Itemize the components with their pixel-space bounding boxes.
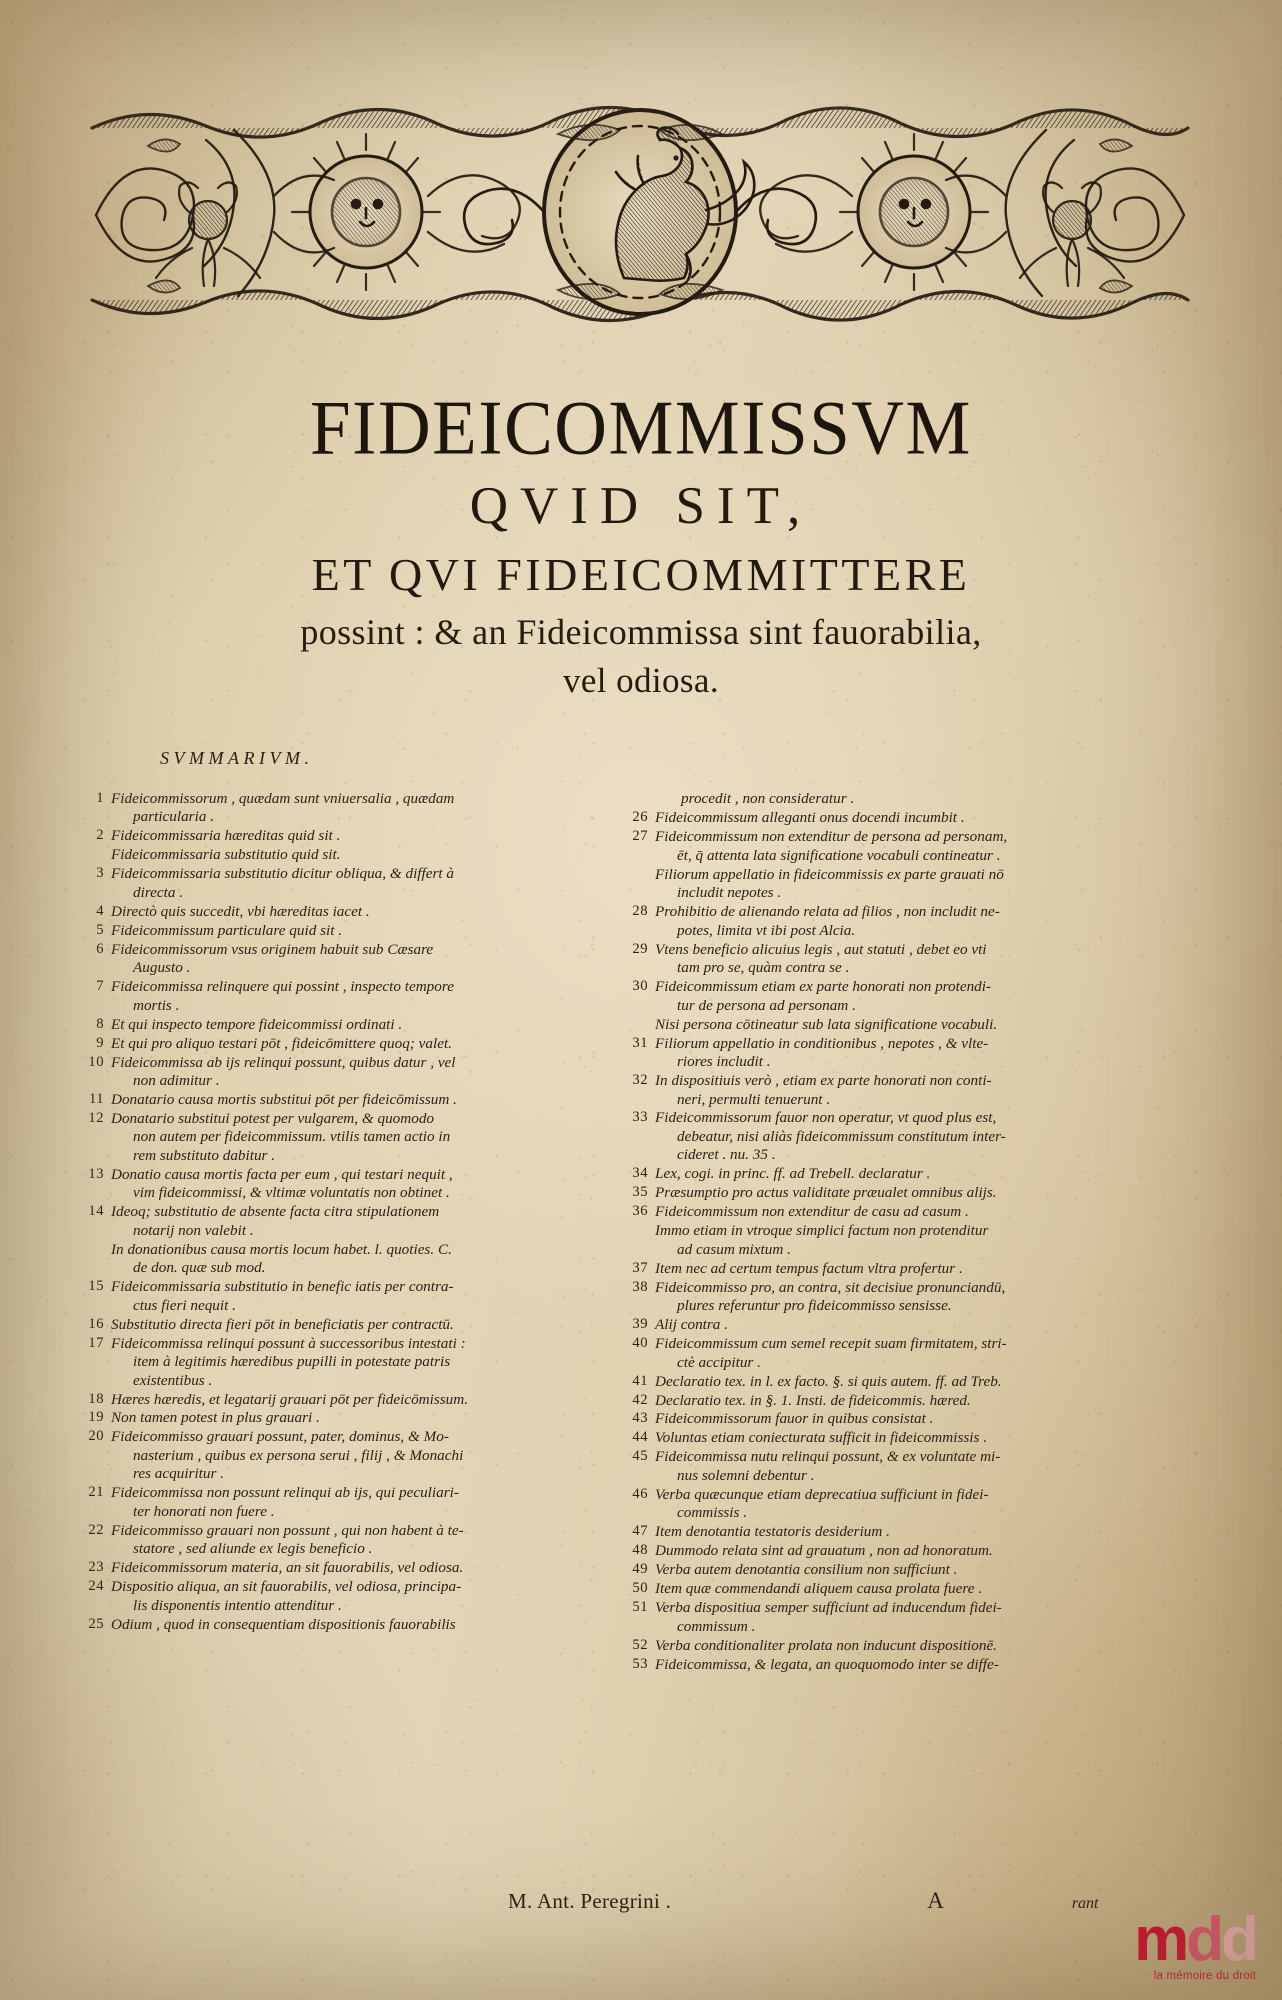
summary-entry-text [111, 1335, 578, 1390]
summary-entry [622, 1222, 1182, 1259]
summary-entry-line: Fideicommissorum fauor in quibus consistat . [655, 1410, 934, 1428]
summary-entry-text [655, 1072, 1182, 1109]
summary-entry-line: rem substituto dabitur . [133, 1146, 276, 1164]
summary-entry-text [655, 1448, 1182, 1485]
summary-entry [78, 978, 578, 1015]
summary-entry-line: Fideicommissa ab ijs relinqui possunt, quibus datur , vel [111, 1053, 456, 1071]
summary-entry-text [111, 1522, 578, 1559]
summary-entry [78, 941, 578, 978]
summary-entry [78, 1278, 578, 1315]
summary-entry-line: potes, limita vt ibi post Alcia. [677, 921, 856, 939]
summary-entry-text [655, 866, 1182, 903]
summary-entry-number: 34 [632, 1165, 648, 1182]
summary-entry [78, 922, 578, 940]
summary-entry [78, 865, 578, 902]
summary-entry-text [655, 1599, 1182, 1636]
summary-entry [78, 1428, 578, 1483]
summary-entry-line: In dispositiuis verò , etiam ex parte honorati non conti- [655, 1072, 992, 1090]
summary-entry-number: 32 [632, 1072, 648, 1089]
summary-entry-line: Alij contra . [655, 1316, 728, 1334]
summary-entry-line: Donatio causa mortis facta per eum , qui testari nequit , [111, 1165, 453, 1183]
summary-entry-line: Verba dispositiua semper sufficiunt ad inducendum fidei- [655, 1599, 1002, 1617]
summary-entry-number: 38 [632, 1278, 648, 1295]
summary-entry-line: non autem per fideicommissum. vtilis tamen actio in [133, 1128, 451, 1146]
summary-entry-line: Dispositio aliqua, an sit fauorabilis, vel odiosa, principa- [111, 1578, 462, 1596]
summary-entry-text [111, 1391, 578, 1409]
summary-entry [78, 1578, 578, 1615]
summary-entry-line: debeatur, nisi aliàs fideicommissum constitutum inter- [677, 1127, 1006, 1145]
summary-entry-number: 3 [96, 865, 104, 882]
summary-entry-line: tam pro se, quàm contra se . [677, 959, 850, 977]
summary-entry-line: Item quæ commendandi aliquem causa prolata fuere . [655, 1580, 983, 1598]
summary-entry-number: 33 [632, 1109, 648, 1126]
summary-entry [78, 1166, 578, 1203]
summary-entry-line: Fideicommissorum materia, an sit fauorabilis, vel odiosa. [111, 1559, 464, 1577]
summary-entry-number: 4 [96, 902, 104, 919]
title-line-5: vel odiosa. [562, 660, 720, 700]
summary-entry-text [111, 1016, 578, 1034]
summary-entry-text [655, 903, 1182, 940]
summary-entry-text [655, 1561, 1182, 1579]
summary-entry-line: Verba quæcunque etiam deprecatiua sufficiunt in fidei- [655, 1485, 989, 1503]
summary-entry-line: Prohibitio de alienando relata ad filios , non includit ne- [655, 903, 1000, 921]
summary-entry-text [655, 809, 1182, 827]
summary-entry [622, 1184, 1182, 1202]
footer-signature: A [927, 1888, 944, 1913]
summary-entry-number: 36 [632, 1203, 648, 1220]
summary-column-left [78, 790, 578, 1675]
summary-entry-line: Fideicommissa relinqui possunt à successoribus intestati : [111, 1334, 466, 1352]
summary-entry [622, 903, 1182, 940]
summary-entry-line: de don. quæ sub mod. [133, 1259, 266, 1277]
summary-entry-number: 51 [632, 1599, 648, 1616]
footer-catchword: rant [1071, 1895, 1099, 1912]
summary-entry-line: Fideicommissa non possunt relinqui ab ijs, qui peculiari- [111, 1484, 459, 1502]
summary-entry-number: 14 [88, 1203, 104, 1220]
summary-entry [622, 1260, 1182, 1278]
summary-entry-text [655, 1184, 1182, 1202]
summary-entry-number: 18 [88, 1390, 104, 1407]
summary-entry [622, 1203, 1182, 1221]
summary-entry [78, 1016, 578, 1034]
summary-entry [622, 866, 1182, 903]
summary-entry-number: 15 [88, 1278, 104, 1295]
summary-entry-line: Lex, cogi. in princ. ff. ad Trebell. declaratur . [655, 1165, 931, 1183]
summary-entry-number: 10 [88, 1053, 104, 1070]
summary-entry-line: notarij non valebit . [133, 1221, 254, 1239]
summary-entry [622, 1637, 1182, 1655]
summary-entry-line: ctè accipitur . [677, 1353, 761, 1371]
logo-wordmark: mdd [1134, 1905, 1256, 1975]
summary-entry-number: 26 [632, 809, 648, 826]
summary-entry-line: Filiorum appellatio in fideicommissis ex parte grauati nō [655, 865, 1004, 883]
summary-entry-text [655, 1203, 1182, 1221]
summary-entry-text [111, 978, 578, 1015]
summary-entry [78, 827, 578, 845]
summary-entry [78, 1091, 578, 1109]
summary-entry-number: 23 [88, 1559, 104, 1576]
summary-entry-text [655, 1260, 1182, 1278]
logo-tagline: la mémoire du droit [1153, 1970, 1256, 1982]
summary-entry-number: 9 [96, 1034, 104, 1051]
summary-entry [78, 1110, 578, 1165]
summary-entry-line: In donationibus causa mortis locum habet. l. quoties. C. [111, 1240, 452, 1258]
summary-entry-number: 41 [632, 1372, 648, 1389]
summary-entry-line: Immo etiam in vtroque simplici factum non protenditur [655, 1222, 989, 1240]
summary-entry [622, 1410, 1182, 1428]
summary-entry-line: Fideicommisso grauari possunt, pater, dominus, & Mo- [111, 1428, 449, 1446]
summary-entry-line: Fideicommissum non extenditur de persona ad personam, [655, 828, 1008, 846]
summary-entry-text [111, 846, 578, 864]
summary-entry-line: statore , sed aliunde ex legis beneficio . [133, 1540, 373, 1558]
summary-entry [78, 903, 578, 921]
summary-entry-line: Item denotantia testatoris desiderium . [655, 1523, 890, 1541]
summary-entry-line: Nisi persona cōtineatur sub lata significatione vocabuli. [655, 1015, 998, 1033]
summary-entry-text [655, 1279, 1182, 1316]
summary-entry-line: commissum . [677, 1617, 756, 1635]
summary-entry-number: 44 [632, 1429, 648, 1446]
summary-entry [622, 828, 1182, 865]
summary-entry-number: 6 [96, 940, 104, 957]
summary-entry-line: Vtens beneficio alicuius legis , aut statuti , debet eo vti [655, 940, 987, 958]
summary-entry-number: 47 [632, 1523, 648, 1540]
summary-entry-line: Præsumptio pro actus validitate præualet omnibus alijs. [655, 1184, 997, 1202]
summary-entry [78, 1522, 578, 1559]
summary-entry-text [111, 903, 578, 921]
summary-entry-number: 30 [632, 978, 648, 995]
summary-entry-line: Augusto . [133, 959, 191, 977]
summary-entry-number: 17 [88, 1334, 104, 1351]
summary-entry [78, 1409, 578, 1427]
summary-entry-text [655, 1109, 1182, 1164]
summary-entry-number: 48 [632, 1542, 648, 1559]
summary-entry-text [655, 1222, 1182, 1259]
summary-entry-text [111, 1166, 578, 1203]
summary-entry-line: nus solemni debentur . [677, 1466, 815, 1484]
summary-entry-line: Directò quis succedit, vbi hæreditas iacet . [111, 902, 370, 920]
summary-entry-number: 37 [632, 1259, 648, 1276]
summary-entry-number: 39 [632, 1316, 648, 1333]
summary-entry [622, 1448, 1182, 1485]
summary-entry-text [111, 865, 578, 902]
summary-entry-text [655, 1523, 1182, 1541]
summary-entry-line: plures referuntur pro fideicommisso sensisse. [677, 1297, 952, 1315]
summary-entry [622, 809, 1182, 827]
summary-entry-line: tur de persona ad personam . [677, 996, 856, 1014]
summary-entry [622, 1486, 1182, 1523]
summary-entry [622, 941, 1182, 978]
summary-entry-line: Fideicommissa nutu relinqui possunt, & ex voluntate mi- [655, 1448, 1001, 1466]
summary-entry-number: 49 [632, 1561, 648, 1578]
summary-entry-text [655, 1656, 1182, 1674]
summary-entry-number: 42 [632, 1391, 648, 1408]
summary-column-right [622, 790, 1182, 1675]
summary-entry [78, 1203, 578, 1240]
summary-entry-number: 22 [88, 1521, 104, 1538]
summary-entry [622, 1373, 1182, 1391]
title-line-3: ET QVI FIDEICOMMITTERE [311, 548, 971, 600]
page-title: FIDEICOMMISSVM [310, 384, 972, 471]
publisher-logo[interactable] [1134, 1905, 1256, 1982]
summary-entry-line: Fideicommissum cum semel recepit suam firmitatem, stri- [655, 1335, 1007, 1353]
summary-entry [622, 1016, 1182, 1034]
summary-entry [622, 1392, 1182, 1410]
summary-entry-number: 2 [96, 827, 104, 844]
summary-entry-number: 50 [632, 1580, 648, 1597]
summary-entry-text [111, 1428, 578, 1483]
summary-entry-text [111, 1578, 578, 1615]
summary-entry-text [111, 827, 578, 845]
summary-entry-line: Fideicommissum etiam ex parte honorati non protendi- [655, 978, 992, 996]
summary-entry-number: 12 [88, 1109, 104, 1126]
summary-entry [78, 1035, 578, 1053]
summary-entry [622, 1542, 1182, 1560]
summary-entry-line: Fideicommissum alleganti onus docendi incumbit . [655, 809, 965, 827]
summary-entry [78, 1484, 578, 1521]
title-line-4: possint : & an Fideicommissa sint fauorabilia, [300, 611, 982, 652]
summary-entry-number: 7 [96, 978, 104, 995]
summary-entry-line: Fideicommissum non extenditur de casu ad casum . [655, 1203, 969, 1221]
summary-entry-line: riores includit . [677, 1053, 771, 1071]
summary-entry [78, 1054, 578, 1091]
summary-entry-line: Fideicommissa, & legata, an quoquomodo inter se diffe- [655, 1655, 999, 1673]
summary-entry-line: ter honorati non fuere . [133, 1502, 275, 1520]
summary-entry-line: commissis . [677, 1504, 748, 1522]
summary-entry-line: Ideoq; substitutio de absente facta citra stipulationem [111, 1203, 440, 1221]
summary-entry-line: Fideicommissaria hæreditas quid sit . [111, 827, 341, 845]
summary-entry [622, 1072, 1182, 1109]
summary-entry-number: 13 [88, 1165, 104, 1182]
footer-author: M. Ant. Peregrini . [508, 1889, 672, 1913]
summary-entry-text [655, 978, 1182, 1015]
summary-entry-number: 5 [96, 921, 104, 938]
summary-entry-text [655, 941, 1182, 978]
summary-entry-line: ctus fieri nequit . [133, 1296, 236, 1314]
title-block [0, 384, 1282, 701]
summary-entry-text [655, 1035, 1182, 1072]
summary-entry-line: cideret . nu. 35 . [677, 1146, 776, 1164]
summary-entry-line: Donatario substitui potest per vulgarem, & quomodo [111, 1109, 435, 1127]
summary-entry-line: directa . [133, 883, 184, 901]
summary-entry [622, 1316, 1182, 1334]
summary-entry-line: Odium , quod in consequentiam dispositionis fauorabilis [111, 1615, 456, 1633]
summary-entry-text [111, 790, 578, 827]
summary-entry-text [111, 1091, 578, 1109]
summary-entry [622, 1656, 1182, 1674]
summary-entry-line: Verba conditionaliter prolata non inducunt dispositionē. [655, 1636, 997, 1654]
summary-entry-line: Declaratio tex. in l. ex facto. §. si quis autem. ff. ad Treb. [655, 1372, 1002, 1390]
summary-entry-line: ēt, q̄ attenta lata significatione vocabuli contineatur . [677, 846, 1001, 864]
summary-entry-line: item à legitimis hæredibus pupilli in potestate patris [133, 1353, 451, 1371]
summary-entry-number: 8 [96, 1015, 104, 1032]
summary-entry [622, 1165, 1182, 1183]
summary-entry-line: particularia . [133, 808, 215, 826]
summary-entry [622, 1035, 1182, 1072]
summary-entry-number: 27 [632, 828, 648, 845]
summary-entry-number: 1 [96, 790, 104, 806]
summary-entry-number: 31 [632, 1034, 648, 1051]
summary-entry [622, 1599, 1182, 1636]
summary-entry-line: Hæres hæredis, et legatarij grauari pōt per fideicōmissum. [111, 1390, 469, 1408]
summary-entry-line: Et qui pro aliquo testari pōt , fideicōmittere quoq; valet. [111, 1034, 452, 1052]
summary-entry-number: 21 [88, 1484, 104, 1501]
summary-entry-line: ad casum mixtum . [677, 1240, 791, 1258]
summary-entry-line: Fideicommissaria substitutio dicitur obliqua, & differt à [111, 865, 454, 883]
summary-entry-line: lis disponentis intentio attenditur . [133, 1596, 342, 1614]
summary-entry-line: Verba autem denotantia consilium non sufficiunt . [655, 1561, 958, 1579]
summary-entry-number: 20 [88, 1428, 104, 1445]
summary-entry [622, 978, 1182, 1015]
summary-entry-number: 52 [632, 1636, 648, 1653]
summary-entry-line: nasterium , quibus ex persona serui , filij , & Monachi [133, 1446, 464, 1464]
summary-entry-text [111, 1616, 578, 1634]
summary-entry-text [655, 1429, 1182, 1447]
summary-entry-text [655, 1016, 1182, 1034]
summary-entry-text [111, 922, 578, 940]
summary-entry-line: Voluntas etiam coniecturata sufficit in fideicommissis . [655, 1429, 987, 1447]
summary-entry-text [655, 1542, 1182, 1560]
summary-entry-line: vim fideicommissi, & vltimæ voluntatis non obtinet . [133, 1184, 450, 1202]
summary-entry-line: Fideicommissorum fauor non operatur, vt quod plus est, [655, 1109, 997, 1127]
summary-entry-line: Fideicommissaria substitutio quid sit. [111, 846, 341, 864]
summary-entry-number: 25 [88, 1615, 104, 1632]
summary-entry [78, 1391, 578, 1409]
summary-entry-number: 45 [632, 1448, 648, 1465]
summary-entry-number: 24 [88, 1578, 104, 1595]
summary-entry-line: Fideicommissorum , quædam sunt vniuersalia , quædam [111, 790, 455, 807]
summary-entry-text [111, 1409, 578, 1427]
summary-entry-text [111, 1203, 578, 1240]
summary-entry-text [655, 1637, 1182, 1655]
summary-entry-text [111, 1484, 578, 1521]
continued-entry-text: procedit , non consideratur . [681, 790, 855, 807]
summary-entry [622, 1335, 1182, 1372]
summary-entry-text [655, 1410, 1182, 1428]
summary-entry-text [111, 1110, 578, 1165]
summary-entry-text [111, 1316, 578, 1334]
summary-entry-line: res acquiritur . [133, 1465, 224, 1483]
summary-entry-number: 29 [632, 940, 648, 957]
summary-entry [78, 1616, 578, 1634]
summary-entry [622, 1429, 1182, 1447]
summary-entry-text [111, 1278, 578, 1315]
summary-entry-text [655, 1580, 1182, 1598]
summary-entry-line: Item nec ad certum tempus factum vltra profertur . [655, 1259, 963, 1277]
summary-entry-number: 16 [88, 1315, 104, 1332]
title-line-2: QVID SIT, [469, 476, 813, 535]
summary-entry-text [111, 1035, 578, 1053]
summary-entry-number: 43 [632, 1410, 648, 1427]
summary-entry-number: 53 [632, 1655, 648, 1672]
summary-entry-line: Fideicommissorum vsus originem habuit sub Cæsare [111, 940, 434, 958]
summary-entry-line: Declaratio tex. in §. 1. Insti. de fideicommis. hæred. [655, 1391, 971, 1409]
summary-columns [78, 790, 1208, 1675]
summary-entry-number: 46 [632, 1485, 648, 1502]
summary-entry [78, 1241, 578, 1278]
summary-entry-line: existentibus . [133, 1371, 213, 1389]
summary-entry-text [655, 828, 1182, 865]
summary-entry-text [655, 1486, 1182, 1523]
summary-entry-line: neri, permulti tenuerunt . [677, 1090, 831, 1108]
summary-entry-text [111, 1054, 578, 1091]
summary-entry [78, 790, 578, 827]
page-footer [78, 1888, 1204, 1914]
summary-entry-line: Fideicommissum particulare quid sit . [111, 921, 343, 939]
summary-entry-line: Et qui inspecto tempore fideicommissi ordinati . [111, 1015, 403, 1033]
summary-entry-number: 35 [632, 1184, 648, 1201]
summary-entry-line: non adimitur . [133, 1072, 220, 1090]
summary-entry-line: Donatario causa mortis substitui pōt per fideicōmissum . [111, 1091, 457, 1108]
summary-entry-line: includit nepotes . [677, 884, 782, 902]
summary-entry-line: Non tamen potest in plus grauari . [111, 1409, 320, 1427]
summary-entry-line: mortis . [133, 996, 180, 1014]
summary-entry [622, 1580, 1182, 1598]
summary-entry [622, 1523, 1182, 1541]
summary-entry [622, 1561, 1182, 1579]
summary-entry [78, 1335, 578, 1390]
summary-entry-line: Filiorum appellatio in conditionibus , nepotes , & vlte- [655, 1034, 989, 1052]
summary-entry-text [111, 941, 578, 978]
summary-entry-text [655, 1316, 1182, 1334]
summary-entry-line: Substitutio directa fieri pōt in beneficiatis per contractū. [111, 1315, 454, 1333]
summary-entry [78, 1559, 578, 1577]
summary-entry-line: Fideicommisso grauari non possunt , qui non habent à te- [111, 1521, 464, 1539]
summary-entry-text [655, 1165, 1182, 1183]
summary-entry-text [655, 1335, 1182, 1372]
summary-entry-text [655, 1373, 1182, 1391]
summary-entry [622, 1279, 1182, 1316]
summary-entry-number: 28 [632, 903, 648, 920]
summary-entry [78, 846, 578, 864]
summary-entry-number: 19 [88, 1409, 104, 1426]
summary-entry-line: Dummodo relata sint ad grauatum , non ad honoratum. [655, 1542, 993, 1560]
summary-entry-number: 11 [88, 1091, 104, 1107]
summary-entry-line: Fideicommisso pro, an contra, sit decisiue pronunciandū, [655, 1278, 1006, 1296]
summary-entry [78, 1316, 578, 1334]
summary-entry-text [111, 1559, 578, 1577]
summary-entry-text [655, 1392, 1182, 1410]
summary-entry-line: Fideicommissaria substitutio in benefic iatis per contra- [111, 1278, 454, 1296]
summary-entry-line: Fideicommissa relinquere qui possint , inspecto tempore [111, 978, 454, 996]
summary-heading: SVMMARIVM. [160, 748, 314, 768]
summary-entry [622, 1109, 1182, 1164]
summary-entry-number: 40 [632, 1335, 648, 1352]
woodcut-header-ornament [88, 100, 1192, 330]
summary-entry-text [111, 1241, 578, 1278]
